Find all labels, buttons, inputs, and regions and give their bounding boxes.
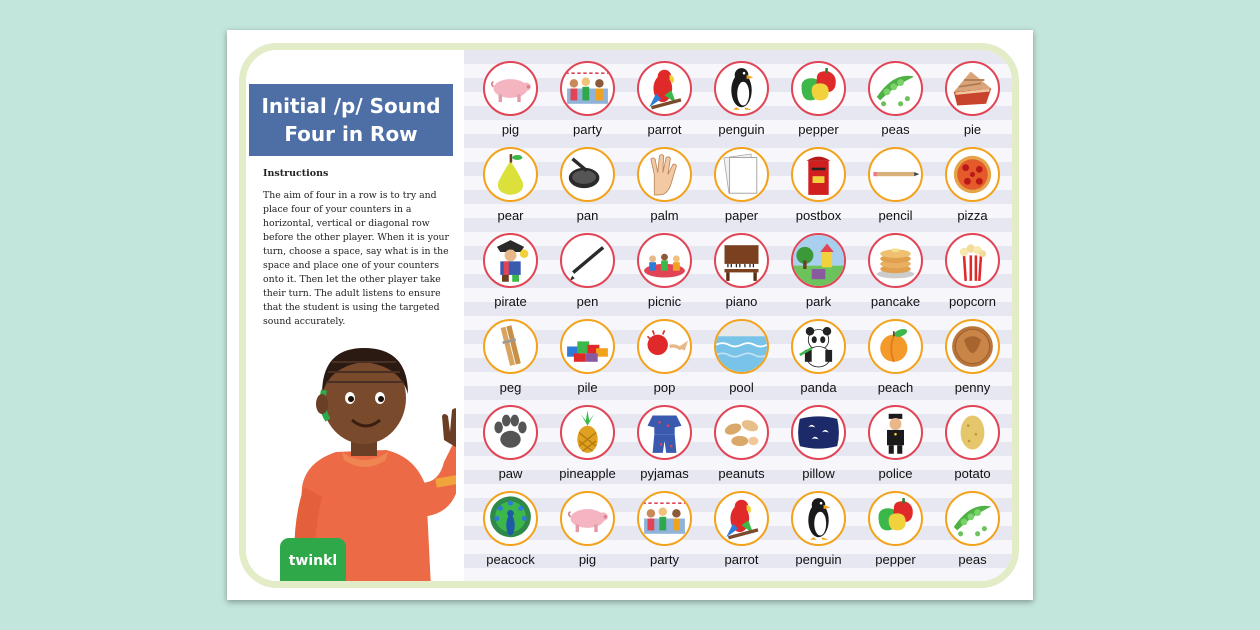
- grid-cell-label: penny: [954, 380, 991, 395]
- pizza-icon: [945, 147, 1000, 202]
- pop-icon: [637, 319, 692, 374]
- grid-cell-pile[interactable]: [549, 317, 626, 403]
- grid-cell-label: pig: [578, 552, 597, 567]
- grid-cell-label: pie: [963, 122, 982, 137]
- grid-cell-label: pepper: [798, 122, 839, 137]
- pear-icon: [483, 147, 538, 202]
- grid-cell-label: pyjamas: [640, 466, 689, 481]
- peanuts-icon: [714, 405, 769, 460]
- pie-icon: [945, 61, 1000, 116]
- penguin-icon: [714, 61, 769, 116]
- grid-cell-pop[interactable]: [626, 317, 703, 403]
- picnic-icon: [637, 233, 692, 288]
- grid-cell-paper[interactable]: [703, 145, 780, 231]
- grid-cell-label: pan: [576, 208, 599, 223]
- pepper-icon: [791, 61, 846, 116]
- pineapple-icon: [560, 405, 615, 460]
- peg-icon: [483, 319, 538, 374]
- grid-cell-label: peacock: [486, 552, 535, 567]
- pirate-icon: [483, 233, 538, 288]
- pancake-icon: [868, 233, 923, 288]
- grid-cell-pillow[interactable]: [780, 403, 857, 489]
- grid-cell-pie[interactable]: [934, 59, 1011, 145]
- grid-cell-label: potato: [954, 466, 991, 481]
- paper-icon: [714, 147, 769, 202]
- peach-icon: [868, 319, 923, 374]
- grid-cell-pancake[interactable]: [857, 231, 934, 317]
- pig-icon: [560, 491, 615, 546]
- penny-icon: [945, 319, 1000, 374]
- potato-icon: [945, 405, 1000, 460]
- grid-cell-label: parrot: [724, 552, 759, 567]
- grid-cell-palm[interactable]: [626, 145, 703, 231]
- pepper-icon: [868, 491, 923, 546]
- popcorn-icon: [945, 233, 1000, 288]
- grid-cell-label: parrot: [647, 122, 682, 137]
- postbox-icon: [791, 147, 846, 202]
- piano-icon: [714, 233, 769, 288]
- grid-cell-label: pig: [501, 122, 520, 137]
- grid-cell-label: park: [805, 294, 832, 309]
- pig-icon: [483, 61, 538, 116]
- grid-cell-label: pear: [497, 208, 524, 223]
- left-panel: [246, 50, 466, 581]
- grid-cell-pepper[interactable]: [780, 59, 857, 145]
- grid-cell-panda[interactable]: [780, 317, 857, 403]
- grid-cell-popcorn[interactable]: [934, 231, 1011, 317]
- grid-cell-potato[interactable]: [934, 403, 1011, 489]
- grid-cell-pineapple[interactable]: [549, 403, 626, 489]
- grid-cell-penguin[interactable]: [780, 489, 857, 575]
- party-icon: [637, 491, 692, 546]
- twinkl-logo: [280, 538, 346, 586]
- pencil-icon: [868, 147, 923, 202]
- grid-cell-pirate[interactable]: [472, 231, 549, 317]
- grid-cell-party[interactable]: [549, 59, 626, 145]
- grid-cell-label: paw: [498, 466, 523, 481]
- picture-grid: [472, 59, 1011, 575]
- grid-cell-peanuts[interactable]: [703, 403, 780, 489]
- grid-cell-label: palm: [650, 208, 679, 223]
- grid-cell-label: paper: [724, 208, 759, 223]
- grid-cell-postbox[interactable]: [780, 145, 857, 231]
- grid-cell-pencil[interactable]: [857, 145, 934, 231]
- instructions-text: The aim of four in a row is to try and place four of your counters in a horizontal, vertical or diagonal row before the other player. When it is your turn, choose a space, say what is in the space and place one of your counters onto it. Then let the other player take their turn. The adult listens to ensure that the student is using the targeted sound accurately.: [263, 190, 449, 327]
- police-icon: [868, 405, 923, 460]
- grid-cell-label: pillow: [802, 466, 835, 481]
- palm-icon: [637, 147, 692, 202]
- grid-cell-peg[interactable]: [472, 317, 549, 403]
- grid-cell-party[interactable]: [626, 489, 703, 575]
- grid-cell-parrot[interactable]: [703, 489, 780, 575]
- pillow-icon: [791, 405, 846, 460]
- pen-icon: [560, 233, 615, 288]
- grid-cell-label: pepper: [875, 552, 916, 567]
- instructions-heading: Instructions: [263, 168, 329, 179]
- grid-cell-label: pile: [577, 380, 598, 395]
- grid-cell-label: party: [573, 122, 602, 137]
- panda-icon: [791, 319, 846, 374]
- grid-cell-label: pool: [729, 380, 754, 395]
- paw-icon: [483, 405, 538, 460]
- penguin-icon: [791, 491, 846, 546]
- twinkl-logo-text: twinkl: [288, 553, 338, 569]
- grid-cell-park[interactable]: [780, 231, 857, 317]
- grid-cell-label: pop: [653, 380, 676, 395]
- grid-cell-label: police: [878, 466, 913, 481]
- grid-cell-pan[interactable]: [549, 145, 626, 231]
- peas-icon: [868, 61, 923, 116]
- grid-cell-peacock[interactable]: [472, 489, 549, 575]
- grid-cell-penny[interactable]: [934, 317, 1011, 403]
- grid-cell-label: pirate: [494, 294, 527, 309]
- pile-icon: [560, 319, 615, 374]
- grid-cell-pool[interactable]: [703, 317, 780, 403]
- grid-cell-label: piano: [725, 294, 758, 309]
- grid-cell-label: pen: [576, 294, 599, 309]
- grid-cell-label: picnic: [647, 294, 682, 309]
- grid-cell-penguin[interactable]: [703, 59, 780, 145]
- title-line-1: Initial /p/ Sound: [261, 94, 441, 118]
- grid-cell-label: pineapple: [559, 466, 616, 481]
- grid-cell-label: penguin: [795, 552, 842, 567]
- grid-cell-paw[interactable]: [472, 403, 549, 489]
- grid-cell-label: peach: [877, 380, 914, 395]
- grid-cell-label: postbox: [795, 208, 842, 223]
- title-box: [249, 84, 453, 156]
- pool-icon: [714, 319, 769, 374]
- grid-cell-label: pancake: [870, 294, 921, 309]
- worksheet: [227, 30, 1033, 600]
- grid-cell-pig[interactable]: [549, 489, 626, 575]
- pan-icon: [560, 147, 615, 202]
- grid-cell-pear[interactable]: [472, 145, 549, 231]
- grid-cell-pizza[interactable]: [934, 145, 1011, 231]
- game-board: [464, 50, 1019, 581]
- grid-cell-pepper[interactable]: [857, 489, 934, 575]
- parrot-icon: [714, 491, 769, 546]
- grid-cell-pyjamas[interactable]: [626, 403, 703, 489]
- grid-cell-label: peg: [499, 380, 522, 395]
- grid-cell-label: peanuts: [718, 466, 765, 481]
- grid-cell-label: panda: [800, 380, 837, 395]
- grid-cell-label: penguin: [718, 122, 765, 137]
- grid-cell-pig[interactable]: [472, 59, 549, 145]
- grid-cell-label: popcorn: [949, 294, 996, 309]
- pyjamas-icon: [637, 405, 692, 460]
- grid-cell-label: pencil: [878, 208, 913, 223]
- peas-icon: [945, 491, 1000, 546]
- worksheet-frame: [239, 43, 1019, 588]
- grid-cell-police[interactable]: [857, 403, 934, 489]
- grid-cell-label: peas: [881, 122, 910, 137]
- grid-cell-parrot[interactable]: [626, 59, 703, 145]
- grid-cell-label: party: [650, 552, 679, 567]
- title-line-2: Four in Row: [284, 122, 418, 146]
- grid-cell-pen[interactable]: [549, 231, 626, 317]
- park-icon: [791, 233, 846, 288]
- grid-cell-label: pizza: [957, 208, 988, 223]
- peacock-icon: [483, 491, 538, 546]
- grid-cell-peach[interactable]: [857, 317, 934, 403]
- grid-cell-peas[interactable]: [857, 59, 934, 145]
- party-icon: [560, 61, 615, 116]
- grid-cell-label: peas: [958, 552, 987, 567]
- grid-cell-piano[interactable]: [703, 231, 780, 317]
- grid-cell-peas[interactable]: [934, 489, 1011, 575]
- parrot-icon: [637, 61, 692, 116]
- grid-cell-picnic[interactable]: [626, 231, 703, 317]
